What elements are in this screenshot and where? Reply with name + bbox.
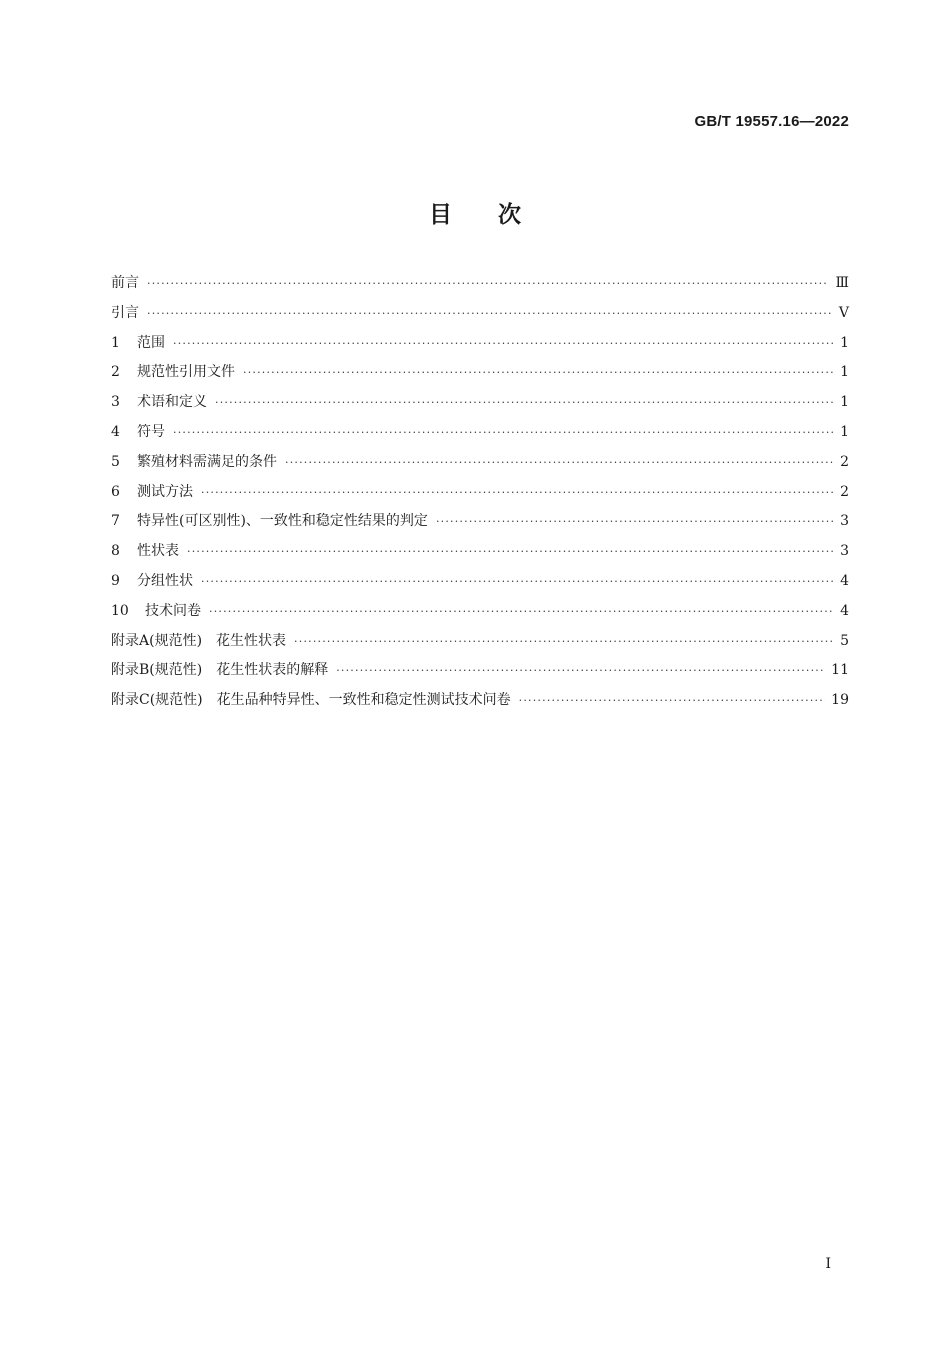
toc-appendix-designation: 附录C(规范性) — [111, 692, 203, 709]
toc-entry-6[interactable] — [111, 481, 849, 511]
toc-entry-label: 规范性引用文件 — [137, 364, 235, 381]
toc-page-number: 1 — [840, 334, 849, 351]
toc-section-number: 1 — [111, 334, 120, 351]
toc-section-number: 10 — [111, 602, 129, 619]
toc-entry-7[interactable] — [111, 510, 849, 540]
toc-entry-appendix-a[interactable] — [111, 630, 849, 660]
toc-dot-leader — [243, 366, 833, 379]
toc-page-number: 19 — [831, 692, 849, 709]
toc-page-number: 1 — [840, 423, 849, 440]
toc-section-number: 5 — [111, 453, 120, 470]
toc-entry-label: 特异性(可区别性)、一致性和稳定性结果的判定 — [137, 513, 428, 530]
toc-dot-leader — [285, 456, 833, 469]
toc-entry-4[interactable] — [111, 421, 849, 451]
toc-section-number: 3 — [111, 394, 120, 411]
toc-entry-label: 前言 — [111, 275, 139, 291]
toc-page-number: 3 — [840, 543, 849, 560]
toc-entry-1[interactable] — [111, 332, 849, 362]
toc-appendix-designation: 附录A(规范性) — [111, 632, 203, 649]
toc-entry-5[interactable] — [111, 451, 849, 481]
toc-entry-label: 测试方法 — [137, 483, 193, 500]
toc-entry-10[interactable] — [111, 600, 849, 630]
toc-page-number: 1 — [840, 394, 849, 411]
standard-number: GB/T 19557.16—2022 — [694, 113, 849, 130]
toc-dot-leader — [336, 664, 825, 677]
toc-dot-leader — [201, 575, 833, 588]
toc-entry-label: 性状表 — [137, 543, 179, 560]
toc-entry-label: 花生性状表的解释 — [216, 662, 329, 679]
toc-entry-label: 花生品种特异性、一致性和稳定性测试技术问卷 — [216, 692, 511, 709]
toc-entry-appendix-c[interactable] — [111, 689, 849, 719]
toc-page-number: 2 — [840, 483, 849, 500]
toc-section-number: 7 — [111, 513, 120, 530]
toc-section-number: 6 — [111, 483, 120, 500]
toc-dot-leader — [187, 545, 833, 558]
toc-section-number: 4 — [111, 423, 120, 440]
toc-dot-leader — [147, 307, 833, 320]
toc-appendix-designation: 附录B(规范性) — [111, 662, 203, 679]
toc-entry-8[interactable] — [111, 540, 849, 570]
toc-entry-2[interactable] — [111, 361, 849, 391]
toc-entry-3[interactable] — [111, 391, 849, 421]
toc-entry-appendix-b[interactable] — [111, 659, 849, 689]
toc-page-number: Ⅴ — [838, 304, 849, 321]
toc-dot-leader — [173, 426, 833, 439]
toc-page-number: 4 — [840, 602, 849, 619]
toc-dot-leader — [436, 515, 833, 528]
page-title: 目次 — [429, 202, 567, 228]
toc-page-number: 5 — [840, 632, 849, 649]
toc-page-number: 4 — [840, 572, 849, 589]
toc-entry-introduction[interactable] — [111, 302, 849, 332]
toc-section-number: 2 — [111, 364, 120, 381]
toc-entry-label: 范围 — [137, 334, 165, 351]
toc-dot-leader — [215, 396, 833, 409]
toc-page-number: 3 — [840, 513, 849, 530]
toc-entry-label: 符号 — [137, 423, 165, 440]
toc-page-number: 2 — [840, 453, 849, 470]
toc-entry-foreword[interactable] — [111, 272, 849, 302]
toc-entry-label: 花生性状表 — [216, 632, 287, 649]
toc-entry-label: 分组性状 — [137, 572, 193, 589]
toc-entry-label: 技术问卷 — [145, 602, 201, 619]
toc-dot-leader — [201, 486, 833, 499]
toc-section-number: 8 — [111, 543, 120, 560]
toc-section-number: 9 — [111, 572, 120, 589]
toc-entry-9[interactable] — [111, 570, 849, 600]
page-number: I — [825, 1256, 831, 1272]
toc-dot-leader — [294, 635, 833, 648]
toc-page-number: Ⅲ — [835, 275, 849, 291]
toc-entry-label: 术语和定义 — [137, 394, 207, 411]
toc-dot-leader — [209, 605, 833, 618]
table-of-contents — [111, 272, 849, 719]
toc-dot-leader — [147, 277, 829, 290]
toc-dot-leader — [519, 694, 826, 707]
toc-dot-leader — [173, 337, 833, 350]
toc-entry-label: 引言 — [111, 304, 139, 321]
toc-page-number: 1 — [840, 364, 849, 381]
toc-page-number: 11 — [831, 662, 849, 679]
toc-entry-label: 繁殖材料需满足的条件 — [137, 453, 277, 470]
